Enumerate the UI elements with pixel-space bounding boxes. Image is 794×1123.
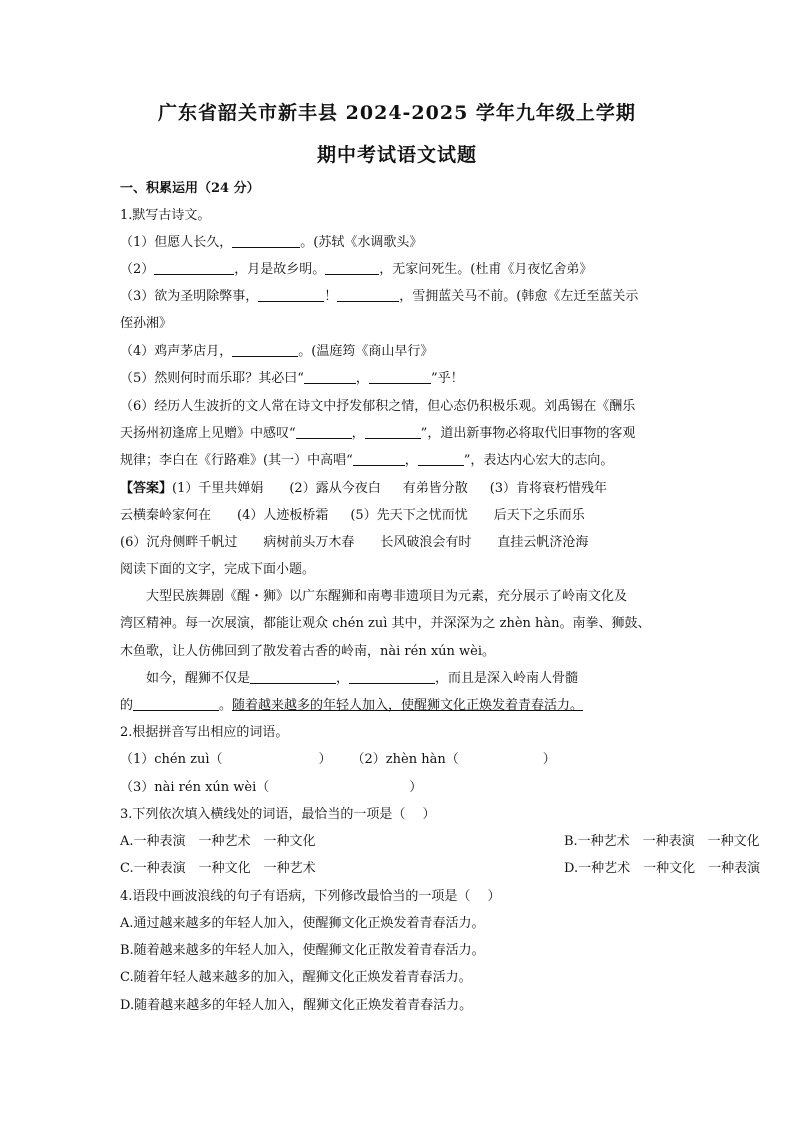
reading-p3: 木鱼歌，让人仿佛回到了散发着古香的岭南，nài rén xún wèi。 <box>120 644 496 659</box>
q1-item6-l1: （6）经历人生波折的文人常在诗文中抒发郁积之情，但心态仍积极乐观。刘禹锡在《酬乐 <box>120 399 636 414</box>
q4-stem: 4.语段中画波浪线的句子有语病，下列修改最恰当的一项是（ ） <box>120 889 501 904</box>
q4-option-a: A.通过越来越多的年轻人加入，使醒狮文化正焕发着青春活力。 <box>120 916 485 931</box>
section-heading: 一、积累运用（24 分） <box>120 181 260 196</box>
answer-line1: 【答案】(1）千里共婵娟 (2）露从今夜白 有弟皆分散 (3）肯将衰朽惜残年 <box>120 481 608 496</box>
reading-intro: 阅读下面的文字，完成下面小题。 <box>120 562 316 577</box>
q1-item4: （4）鸡声茅店月， 。(温庭筠《商山早行》 <box>120 344 434 359</box>
reading-p4: 如今，醒狮不仅是 ， ，而且是深入岭南人骨髓 <box>146 671 579 686</box>
q4-option-b: B.随着越来越多的年轻人加入，使醒狮文化正散发着青春活力。 <box>120 943 485 958</box>
answer-line2: 云横秦岭家何在 (4）人迹板桥霜 (5）先天下之忧而忧 后天下之乐而乐 <box>120 508 585 523</box>
reading-p5: 的 。随着越来越多的年轻人加入，使醒狮文化正焕发着青春活力。 <box>120 698 584 713</box>
q1-item5: （5）然则何时而乐耶？其必曰“ ， ”乎！ <box>120 371 464 386</box>
q3-stem: 3.下列依次填入横线处的词语，最恰当的一项是（ ） <box>120 807 436 822</box>
answer-line3: (6）沉舟侧畔千帆过 病树前头万木春 长风破浪会有时 直挂云帆济沧海 <box>120 535 589 550</box>
q3-options-ab: A.一种表演 一种艺术 一种文化 B.一种艺术 一种表演 一种文化 <box>120 834 760 849</box>
q2-stem: 2.根据拼音写出相应的词语。 <box>120 725 289 740</box>
q4-option-c: C.随着年轻人越来越多的加入，醒狮文化正焕发着青春活力。 <box>120 970 472 985</box>
q1-item1: （1）但愿人长久， 。(苏轼《水调歌头》 <box>120 235 423 250</box>
q2-item-3: （3）nài rén xún wèi（ ） <box>120 780 423 795</box>
doc-title-line2: 期中考试语文试题 <box>316 144 477 166</box>
q1-item2: （2） ，月是故乡明。 ，无家问死生。(杜甫《月夜忆舍弟》 <box>120 262 593 277</box>
doc-title-line1: 广东省韶关市新丰县 2024-2025 学年九年级上学期 <box>158 102 636 124</box>
q1-item6-l2: 天扬州初逢席上见赠》中感叹“ ， ”，道出新事物必将取代旧事物的客观 <box>120 426 636 441</box>
q1-item3-cont: 侄孙湘》 <box>120 316 173 331</box>
q1-item3: （3）欲为圣明除弊事， ！ ，雪拥蓝关马不前。(韩愈《左迁至蓝关示 <box>120 289 639 304</box>
q3-options-cd: C.一种表演 一种文化 一种艺术 D.一种艺术 一种文化 一种表演 <box>120 861 761 876</box>
wavy-underlined-sentence: 随着越来越多的年轻人加入，使醒狮文化正焕发着青春活力。 <box>232 698 584 713</box>
q1-stem: 1.默写古诗文。 <box>120 208 211 223</box>
q2-items-1-2: （1）chén zuì（ ） （2）zhèn hàn（ ） <box>120 752 556 767</box>
reading-p1: 大型民族舞剧《醒・狮》以广东醒狮和南粤非遗项目为元素，充分展示了岭南文化及 <box>146 589 628 604</box>
q4-option-d: D.随着越来越多的年轻人加入，醒狮文化正焕发着青春活力。 <box>120 998 473 1013</box>
q1-item6-l3: 规律；李白在《行路难》(其一）中高唱“ ， ”，表达内心宏大的志向。 <box>120 453 614 468</box>
reading-p2: 湾区精神。每一次展演，都能让观众 chén zuì 其中，并深深为之 zhèn hàn。南拳、狮鼓、 <box>120 616 651 631</box>
